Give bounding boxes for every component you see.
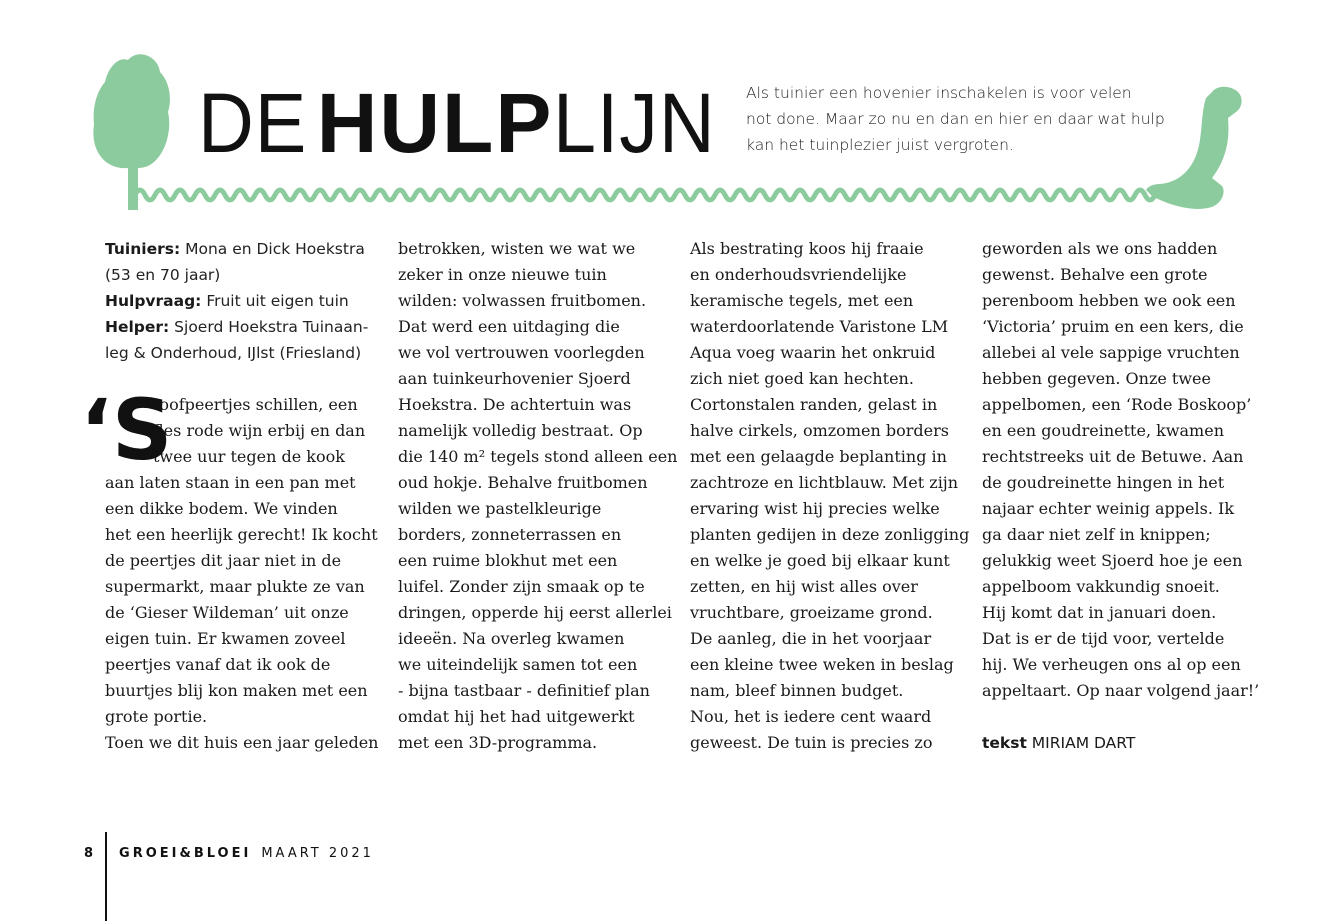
hulpvraag-label: Hulpvraag:: [105, 292, 202, 310]
text-line: gewenst. Behalve een grote: [982, 265, 1208, 284]
title-part-hulp: HULP: [316, 76, 554, 170]
issue-date: MAART 2021: [261, 846, 374, 861]
text-line: nam, bleef binnen budget.: [690, 681, 904, 700]
text-line: en een goudreinette, kwamen: [982, 421, 1224, 440]
text-line: die 140 m² tegels stond alleen een: [398, 447, 678, 466]
text-line: met een 3D-programma.: [398, 733, 598, 752]
article-column-1: [105, 236, 385, 756]
text-line: halve cirkels, omzomen borders: [690, 421, 949, 440]
text-line: - bijna tastbaar - definitief plan: [398, 681, 650, 700]
text-line: eigen tuin. Er kwamen zoveel: [105, 629, 346, 648]
text-line: met een gelaagde beplanting in: [690, 447, 947, 466]
title-part-lijn: LIJN: [553, 76, 716, 170]
text-line: Als bestrating koos hij fraaie: [690, 239, 924, 258]
text-line: peertjes vanaf dat ik ook de: [105, 655, 331, 674]
text-line: twee uur tegen de kook: [153, 447, 345, 466]
text-line: geweest. De tuin is precies zo: [690, 733, 933, 752]
text-line: wilden we pastelkleurige: [398, 499, 602, 518]
helper-value-2: leg & Onderhoud, IJlst (Friesland): [105, 344, 362, 362]
page-number: 8: [84, 846, 94, 861]
text-line: en onderhoudsvriendelijke: [690, 265, 907, 284]
text-line: en welke je goed bij elkaar kunt: [690, 551, 950, 570]
text-line: najaar echter weinig appels. Ik: [982, 499, 1235, 518]
page-title: [198, 78, 730, 168]
phone-cord-icon: [135, 190, 1185, 200]
drop-cap: ‘S: [80, 381, 173, 479]
text-line: het een heerlijk gerecht! Ik kocht: [105, 525, 378, 544]
text-line: Hoekstra. De achtertuin was: [398, 395, 632, 414]
text-line: waterdoorlatende Varistone LM: [690, 317, 949, 336]
intro-line: kan het tuinplezier juist vergroten.: [746, 136, 1014, 154]
text-line: appeltaart. Op naar volgend jaar!’: [982, 681, 1260, 700]
article-column-2: [398, 236, 678, 756]
info-box: [105, 236, 385, 366]
text-line: appelbomen, een ‘Rode Boskoop’: [982, 395, 1252, 414]
text-line: Cortonstalen randen, gelast in: [690, 395, 938, 414]
page-footer: [84, 842, 374, 866]
text-line: zeker in onze nieuwe tuin: [398, 265, 607, 284]
text-line: zetten, en hij wist alles over: [690, 577, 918, 596]
text-line: borders, zonneterrassen en: [398, 525, 622, 544]
text-line: omdat hij het had uitgewerkt: [398, 707, 635, 726]
text-line: supermarkt, maar plukte ze van: [105, 577, 365, 596]
text-line: aan laten staan in een pan met: [105, 473, 356, 492]
tuiniers-label: Tuiniers:: [105, 240, 181, 258]
title-part-de: DE: [198, 76, 308, 170]
text-line: Dat werd een uitdaging die: [398, 317, 620, 336]
text-line: buurtjes blij kon maken met een: [105, 681, 368, 700]
text-line: vruchtbare, groeizame grond.: [690, 603, 933, 622]
text-line: De aanleg, die in het voorjaar: [690, 629, 932, 648]
text-line: ‘Victoria’ pruim en een kers, die: [982, 317, 1244, 336]
text-line: hij. We verheugen ons al op een: [982, 655, 1241, 674]
text-line: allebei al vele sappige vruchten: [982, 343, 1240, 362]
helper-value: Sjoerd Hoekstra Tuinaan-: [169, 318, 369, 336]
text-line: de goudreinette hingen in het: [982, 473, 1225, 492]
credit-name: MIRIAM DART: [1026, 734, 1136, 752]
intro-line: not done. Maar zo nu en dan en hier en daar wat hulp: [746, 110, 1165, 128]
tuiniers-value: Mona en Dick Hoekstra: [180, 240, 365, 258]
text-line: namelijk volledig bestraat. Op: [398, 421, 643, 440]
text-line: Toen we dit huis een jaar geleden: [105, 733, 379, 752]
tree-icon: [93, 54, 170, 210]
text-line: Hij komt dat in januari doen.: [982, 603, 1217, 622]
text-line: Aqua voeg waarin het onkruid: [690, 343, 936, 362]
text-line: een ruime blokhut met een: [398, 551, 618, 570]
text-line: hebben gegeven. Onze twee: [982, 369, 1211, 388]
tuiniers-age: (53 en 70 jaar): [105, 266, 221, 284]
author-credit: [982, 730, 1262, 756]
article-column-4: [982, 236, 1262, 756]
text-line: Nou, het is iedere cent waard: [690, 707, 932, 726]
text-line: grote portie.: [105, 707, 208, 726]
text-line: fles rode wijn erbij en dan: [153, 421, 366, 440]
text-line: ga daar niet zelf in knippen;: [982, 525, 1211, 544]
text-line: we vol vertrouwen voorlegden: [398, 343, 645, 362]
text-line: keramische tegels, met een: [690, 291, 914, 310]
magazine-brand: GROEI&BLOEI: [119, 846, 252, 861]
text-line: zich niet goed kan hechten.: [690, 369, 914, 388]
text-line: dringen, opperde hij eerst allerlei: [398, 603, 672, 622]
hulpvraag-value: Fruit uit eigen tuin: [201, 292, 349, 310]
text-line: luifel. Zonder zijn smaak op te: [398, 577, 645, 596]
helper-label: Helper:: [105, 318, 170, 336]
text-line: toofpeertjes schillen, een: [153, 395, 358, 414]
text-line: betrokken, wisten we wat we: [398, 239, 636, 258]
text-line: de ‘Gieser Wildeman’ uit onze: [105, 603, 349, 622]
text-line: rechtstreeks uit de Betuwe. Aan: [982, 447, 1244, 466]
intro-text: [746, 80, 1186, 158]
text-line: Dat is er de tijd voor, vertelde: [982, 629, 1225, 648]
credit-label: tekst: [982, 734, 1027, 752]
text-line: ervaring wist hij precies welke: [690, 499, 940, 518]
text-line: de peertjes dit jaar niet in de: [105, 551, 342, 570]
text-line: perenboom hebben we ook een: [982, 291, 1236, 310]
text-line: een dikke bodem. We vinden: [105, 499, 338, 518]
text-line: aan tuinkeurhovenier Sjoerd: [398, 369, 631, 388]
text-line: we uiteindelijk samen tot een: [398, 655, 638, 674]
text-line: oud hokje. Behalve fruitbomen: [398, 473, 648, 492]
text-line: zachtroze en lichtblauw. Met zijn: [690, 473, 959, 492]
text-line: ideeën. Na overleg kwamen: [398, 629, 625, 648]
text-line: wilden: volwassen fruitbomen.: [398, 291, 647, 310]
intro-line: Als tuinier een hovenier inschakelen is voor velen: [746, 84, 1132, 102]
text-line: een kleine twee weken in beslag: [690, 655, 954, 674]
text-line: gelukkig weet Sjoerd hoe je een: [982, 551, 1243, 570]
text-line: planten gedijen in deze zonligging: [690, 525, 970, 544]
text-line: geworden als we ons hadden: [982, 239, 1218, 258]
text-line: appelboom vakkundig snoeit.: [982, 577, 1220, 596]
article-column-3: [690, 236, 970, 756]
